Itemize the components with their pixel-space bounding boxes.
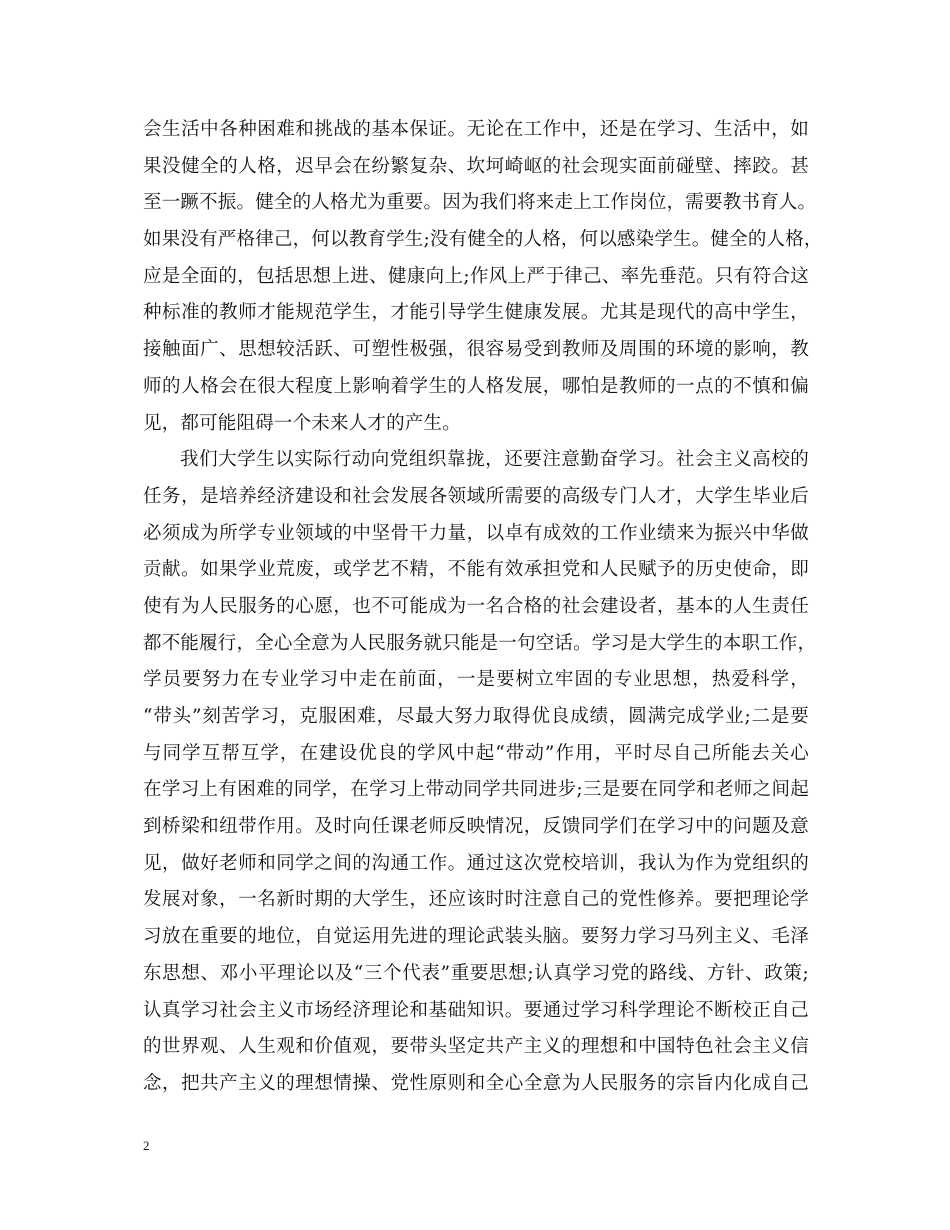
text-line: 必须成为所学专业领域的中坚骨干力量，以卓有成效的工作业绩来为振兴中华做 [143,522,809,544]
page-number: 2 [143,1138,150,1153]
text-line: 任务，是培养经济建设和社会发展各领域所需要的高级专门人才，大学生毕业后 [143,485,809,507]
text-line: 应是全面的，包括思想上进、健康向上;作风上严于律己、率先垂范。只有符合这 [143,265,809,287]
text-line: 会生活中各种困难和挑战的基本保证。无论在工作中，还是在学习、生活中，如 [143,119,809,140]
text-line: 习放在重要的地位，自觉运用先进的理论武装头脑。要努力学习马列主义、毛泽 [143,926,809,948]
paragraph-1 [143,112,823,442]
text-line: 与同学互帮互学，在建设优良的学风中起“带动”作用，平时尽自己所能去关心 [143,742,809,764]
text-line: 的世界观、人生观和价值观，要带头坚定共产主义的理想和中国特色社会主义信 [143,1036,809,1058]
text-line: 如果没有严格律己，何以教育学生;没有健全的人格，何以感染学生。健全的人格， [143,229,823,251]
text-line: 学员要努力在专业学习中走在前面，一是要树立牢固的专业思想，热爱科学， [143,669,809,691]
text-line: 种标准的教师才能规范学生，才能引导学生健康发展。尤其是现代的高中学生， [143,302,809,324]
text-line: 到桥梁和纽带作用。及时向任课老师反映情况，反馈同学们在学习中的问题及意 [143,816,809,838]
text-line: 发展对象，一名新时期的大学生，还应该时时注意自己的党性修养。要把理论学 [143,889,809,911]
text-line: 贡献。如果学业荒废，或学艺不精，不能有效承担党和人民赋予的历史使命，即 [143,559,809,581]
document-body [143,112,823,1103]
text-line: 接触面广、思想较活跃、可塑性极强，很容易受到教师及周围的环境的影响，教 [143,339,809,361]
text-line: 认真学习社会主义市场经济理论和基础知识。要通过学习科学理论不断校正自己 [143,999,809,1021]
text-line: 使有为人民服务的心愿，也不可能成为一名合格的社会建设者，基本的人生责任 [143,595,809,617]
text-line: 果没健全的人格，迟早会在纷繁复杂、坎坷崎岖的社会现实面前碰壁、摔跤。甚 [143,155,809,177]
text-line: “带头”刻苦学习，克服困难，尽最大努力取得优良成绩，圆满完成学业;二是要 [143,706,809,727]
text-line: 见，做好老师和同学之间的沟通工作。通过这次党校培训，我认为作为党组织的 [143,852,809,874]
text-line: 在学习上有困难的同学，在学习上带动同学共同进步;三是要在同学和老师之间起 [143,779,809,801]
text-line: 念，把共产主义的理想情操、党性原则和全心全意为人民服务的宗旨内化成自己 [143,1072,809,1094]
text-line: 见，都可能阻碍一个未来人才的产生。 [143,412,461,434]
text-line: 师的人格会在很大程度上影响着学生的人格发展，哪怕是教师的一点的不慎和偏 [143,375,809,397]
text-line: 至一蹶不振。健全的人格尤为重要。因为我们将来走上工作岗位，需要教书育人。 [143,192,817,214]
paragraph-2 [143,442,817,1102]
text-line: 都不能履行，全心全意为人民服务就只能是一句空话。学习是大学生的本职工作， [143,632,817,654]
text-line: 我们大学生以实际行动向党组织靠拢，还要注意勤奋学习。社会主义高校的 [180,449,809,471]
text-line: 东思想、邓小平理论以及“三个代表”重要思想;认真学习党的路线、方针、政策; [143,962,809,984]
